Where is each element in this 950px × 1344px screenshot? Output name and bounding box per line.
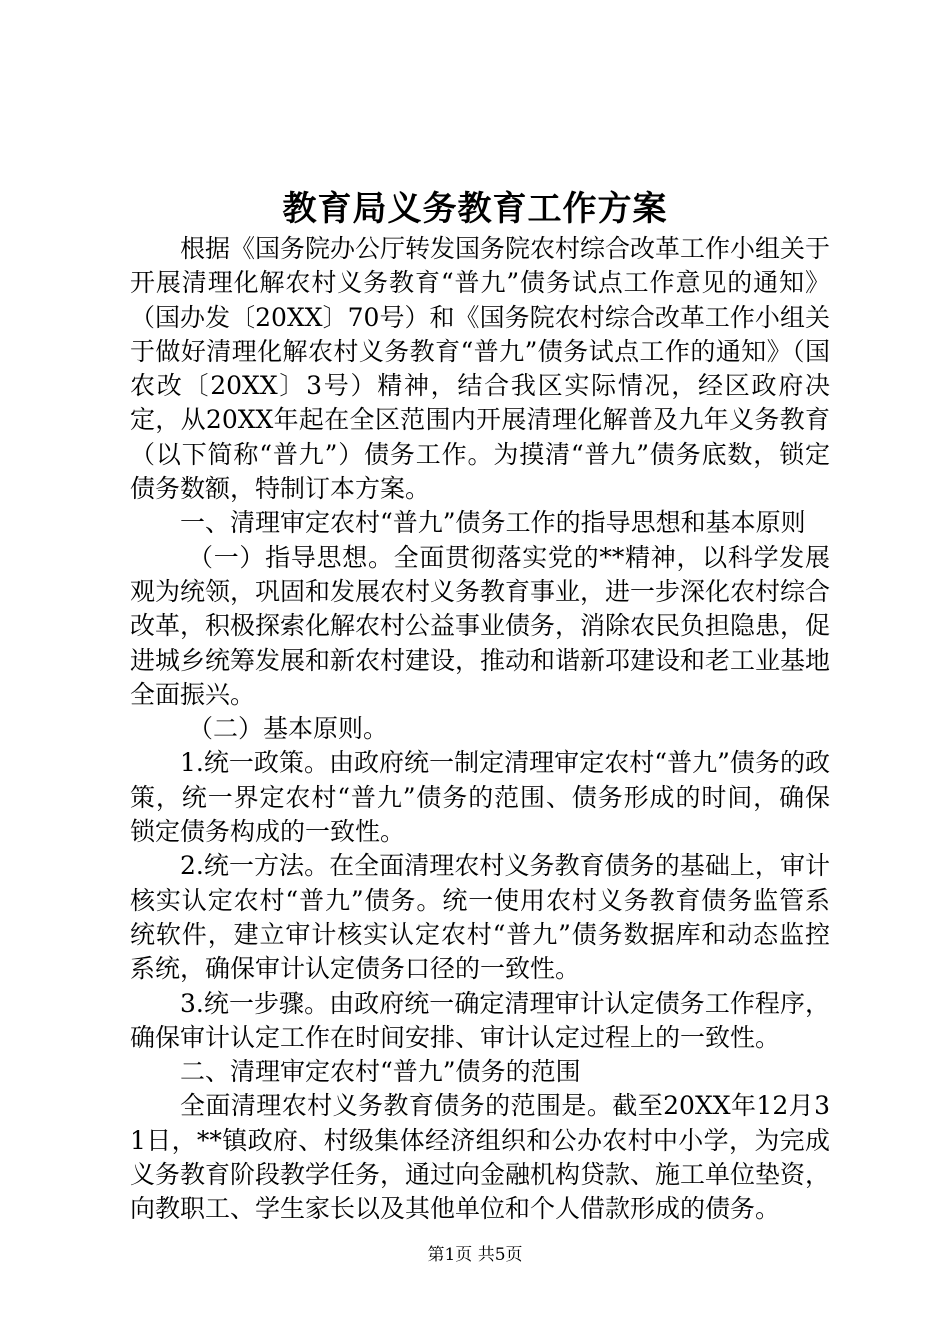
paragraph-intro: 根据《国务院办公厅转发国务院农村综合改革工作小组关于开展清理化解农村义务教育“普九”债务试点工作意见的通知》（国办发〔20XX〕70号）和《国务院农村综合改革工作小组关于做好清理化解农村义务教育“普九”债务试点工作的通知》（国农改〔20XX〕3号）精神，结合我区实际情况，经区政府决定，从20XX年起在全区范围内开展清理化解普及九年义务教育（以下简称“普九”）债务工作。为摸清“普九”债务底数，锁定债务数额，特制订本方案。 <box>130 234 831 504</box>
heading-section-1: 一、清理审定农村“普九”债务工作的指导思想和基本原则 <box>180 508 806 538</box>
document-body <box>130 232 830 1227</box>
heading-section-2: 二、清理审定农村“普九”债务的范围 <box>180 1057 581 1087</box>
heading-basic-principles: （二）基本原则。 <box>188 714 389 744</box>
page-number: 第1页 共5页 <box>427 1245 523 1265</box>
paragraph-guiding-thought: （一）指导思想。全面贯彻落实党的**精神，以科学发展观为统领，巩固和发展农村义务教育事业，进一步深化农村综合改革，积极探索化解农村公益事业债务，消除农民负担隐患，促进城乡统筹发展和新农村建设，推动和谐新邛建设和老工业基地全面振兴。 <box>130 542 831 709</box>
paragraph-debt-scope: 全面清理农村义务教育债务的范围是。截至20XX年12月31日，**镇政府、村级集体经济组织和公办农村中小学，为完成义务教育阶段教学任务，通过向金融机构贷款、施工单位垫资，向教职工、学生家长以及其他单位和个人借款形成的债务。 <box>130 1091 831 1224</box>
paragraph-unified-policy: 1.统一政策。由政府统一制定清理审定农村“普九”债务的政策，统一界定农村“普九”债务的范围、债务形成的时间，确保锁定债务构成的一致性。 <box>130 748 830 847</box>
paragraph-unified-method: 2.统一方法。在全面清理农村义务教育债务的基础上，审计核实认定农村“普九”债务。统一使用农村义务教育债务监管系统软件，建立审计核实认定农村“普九”债务数据库和动态监控系统，确保审计认定债务口径的一致性。 <box>130 851 830 984</box>
paragraph-unified-steps: 3.统一步骤。由政府统一确定清理审计认定债务工作程序，确保审计认定工作在时间安排、审计认定过程上的一致性。 <box>130 988 830 1052</box>
document-title: 教育局义务教育工作方案 <box>282 189 668 229</box>
